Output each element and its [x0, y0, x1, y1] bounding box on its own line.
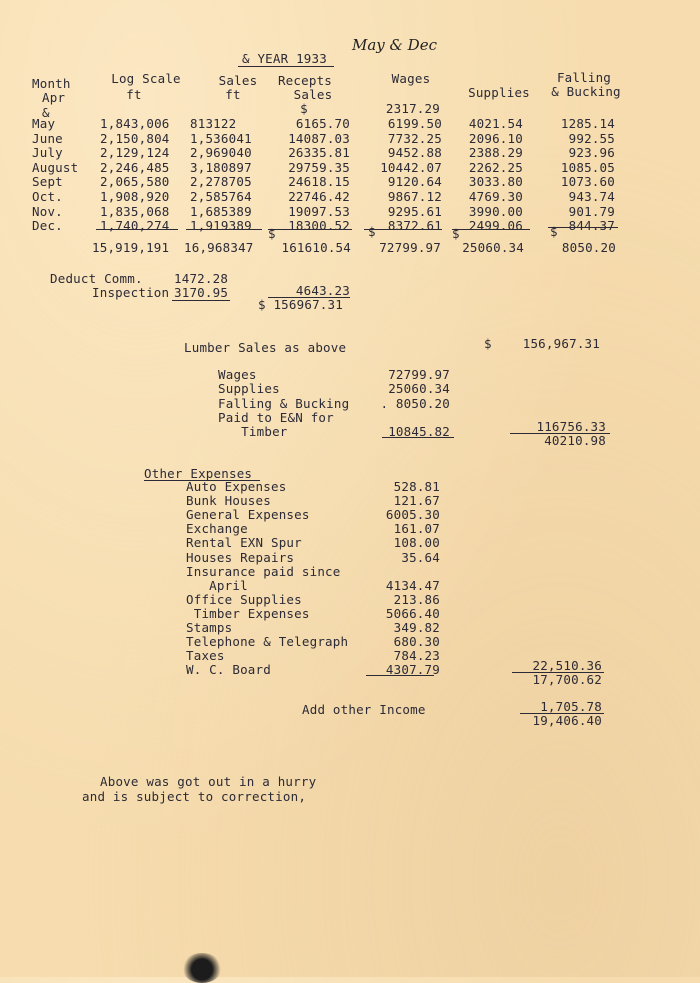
row-supplies: 4769.30: [468, 189, 523, 204]
total-supplies: 25060.34: [462, 240, 524, 255]
supplies-dollar-sign: $: [452, 226, 460, 241]
expense-value: 108.00: [393, 535, 440, 551]
total-wages: 72799.97: [379, 240, 441, 255]
row-log: 2,246,485: [100, 159, 170, 175]
receipts-total-underline: [268, 229, 352, 230]
expense-value: 680.30: [393, 634, 440, 650]
receipts-dollar-sign: $: [268, 226, 276, 241]
col-receipts-header: Recepts: [277, 73, 333, 88]
ink-blot: [182, 953, 222, 983]
col-wages-header: Wages: [391, 71, 431, 86]
row-receipts: 6165.70: [295, 116, 350, 131]
falling-total-underline: [548, 227, 618, 228]
row-sales: 2,969040: [190, 145, 252, 161]
expense-label: Bunk Houses: [186, 493, 271, 509]
expense-label: Houses Repairs: [186, 549, 295, 565]
row-supplies: 4021.54: [468, 116, 523, 131]
row-falling: 943.74: [568, 189, 615, 204]
row-month: August: [32, 159, 79, 175]
row-receipts: 19097.53: [288, 203, 350, 219]
row-month: June: [32, 130, 63, 146]
col-receipts-sub: Sales: [293, 87, 333, 102]
lumber-item-value: 25060.34: [388, 381, 450, 397]
expense-value: 4134.47: [385, 577, 440, 593]
total-sales: 16,968347: [184, 240, 254, 255]
expense-label: General Expenses: [186, 507, 310, 523]
row-wages: 9120.64: [387, 174, 442, 190]
row-supplies: 3033.80: [468, 174, 523, 190]
col-sales-unit: ft: [225, 87, 241, 102]
row-sales: 1,536041: [190, 130, 252, 146]
row-sales: 3,180897: [190, 159, 252, 175]
lumber-item-label: Wages: [218, 367, 257, 382]
lumber-item-label: Paid to E&N for: [218, 409, 334, 425]
row-falling: 844.37: [568, 218, 615, 234]
lumber-result: 40210.98: [544, 433, 606, 448]
row-log: 1,835,068: [100, 203, 170, 219]
row-month: Dec.: [32, 218, 63, 234]
row-month: May: [32, 116, 56, 131]
row-wages: 8372.61: [387, 218, 442, 234]
final-total: 19,406.40: [532, 713, 602, 728]
apr-wages: 2317.29: [385, 101, 440, 116]
year-title: & YEAR 1933: [242, 51, 327, 66]
deduct-comm-label: Deduct Comm.: [50, 271, 143, 286]
handwritten-note: May & Dec: [352, 36, 437, 54]
expense-label: Stamps: [186, 620, 233, 635]
falling-dollar-sign: $: [550, 224, 558, 239]
row-month: July: [32, 145, 63, 161]
col-supplies-header: Supplies: [468, 85, 530, 100]
other-result: 17,700.62: [532, 672, 602, 687]
expense-label: Telephone & Telegraph: [186, 634, 349, 650]
net-receipts: $ 156967.31: [258, 297, 343, 312]
row-month: Nov.: [32, 203, 63, 219]
expense-value: 349.82: [393, 620, 440, 635]
inspection-value: 3170.95: [174, 285, 229, 300]
inspection-underline: [172, 300, 230, 301]
row-supplies: 2499.06: [468, 218, 523, 234]
row-falling: 1285.14: [560, 116, 615, 131]
lumber-item-label: Falling & Bucking: [218, 395, 350, 411]
deduct-sum: 4643.23: [295, 283, 350, 298]
col-receipts-dollar: $: [300, 101, 308, 116]
row-log: 2,129,124: [100, 145, 170, 161]
expense-value: 121.67: [393, 493, 440, 509]
row-falling: 901.79: [568, 203, 615, 219]
expense-value: 528.81: [393, 479, 440, 494]
row-log: 1,740,274: [100, 218, 170, 234]
row-wages: 9867.12: [387, 189, 442, 204]
expense-label: Taxes: [186, 648, 225, 664]
expense-label: Auto Expenses: [186, 479, 287, 494]
row-receipts: 14087.03: [288, 130, 350, 146]
row-supplies: 3990.00: [468, 203, 523, 219]
total-falling: 8050.20: [561, 240, 616, 255]
expense-value: 784.23: [393, 648, 440, 664]
col-falling-header: Falling: [556, 70, 612, 85]
row-supplies: 2096.10: [468, 130, 523, 146]
supplies-total-underline: [452, 229, 530, 230]
row-sales: 1,919389: [190, 218, 252, 234]
other-items-underline: [366, 675, 434, 676]
row-log: 1,843,006: [100, 116, 170, 131]
col-month-apr: Apr: [42, 90, 66, 105]
row-wages: 6199.50: [387, 116, 442, 131]
row-month: Sept: [32, 174, 63, 190]
row-falling: 1085.05: [560, 159, 615, 175]
row-receipts: 26335.81: [288, 145, 350, 161]
row-receipts: 18300.52: [288, 218, 350, 234]
expense-value: 161.07: [393, 521, 440, 537]
row-wages: 9295.61: [387, 203, 442, 219]
row-sales: 1,685389: [190, 203, 252, 219]
row-sales: 2,278705: [190, 174, 252, 190]
row-log: 2,150,804: [100, 130, 170, 146]
footnote-line-1: Above was got out in a hurry: [100, 774, 317, 789]
col-falling-sub: & Bucking: [551, 84, 621, 99]
row-supplies: 2388.29: [468, 145, 523, 161]
row-log: 1,908,920: [100, 189, 170, 204]
other-total: 22,510.36: [532, 658, 602, 673]
row-receipts: 29759.35: [288, 159, 350, 175]
year-title-underline: [238, 66, 334, 67]
lumber-item-label: Supplies: [218, 381, 280, 397]
other-expenses-title: Other Expenses: [144, 466, 253, 481]
expense-value: 6005.30: [385, 507, 440, 523]
expense-label: Rental EXN Spur: [186, 535, 302, 551]
lumber-sales-label: Lumber Sales as above: [184, 340, 347, 355]
col-month-amp: &: [42, 105, 50, 120]
row-falling: 1073.60: [560, 174, 615, 190]
col-month-header: Month: [32, 76, 71, 91]
row-receipts: 24618.15: [288, 174, 350, 190]
deduct-comm-value: 1472.28: [174, 271, 229, 286]
lumber-dollar-sign: $: [484, 336, 492, 351]
sales-total-underline: [186, 229, 262, 230]
row-wages: 10442.07: [380, 159, 442, 175]
row-falling: 992.55: [568, 130, 615, 146]
col-sales-header: Sales: [218, 73, 258, 88]
expense-value: 213.86: [393, 591, 440, 607]
lumber-item-value: 72799.97: [388, 367, 450, 382]
footnote-line-2: and is subject to correction,: [82, 789, 307, 804]
expense-label: Office Supplies: [186, 591, 302, 607]
log-total-underline: [96, 229, 178, 230]
row-sales: 2,585764: [190, 189, 252, 204]
row-wages: 9452.88: [387, 145, 442, 161]
expense-label: April: [186, 577, 248, 593]
row-wages: 7732.25: [387, 130, 442, 146]
expense-value: 5066.40: [385, 605, 440, 621]
row-falling: 923.96: [568, 145, 615, 161]
other-income-label: Add other Income: [302, 702, 426, 717]
lumber-sales-value: 156,967.31: [522, 336, 600, 351]
col-log-unit: ft: [126, 87, 142, 102]
lumber-subtotal: 116756.33: [536, 419, 606, 434]
expense-value: 35.64: [401, 549, 440, 565]
row-sales: 813122: [190, 116, 237, 131]
expense-label: Insurance paid since: [186, 563, 341, 579]
total-receipts: 161610.54: [281, 240, 351, 255]
lumber-items-underline: [382, 437, 454, 438]
row-receipts: 22746.42: [288, 189, 350, 204]
col-log-header: Log Scale: [111, 71, 181, 86]
lumber-item-label: Timber: [218, 424, 288, 440]
expense-label: Exchange: [186, 521, 248, 537]
total-log: 15,919,191: [92, 240, 170, 255]
expense-label: W. C. Board: [186, 662, 271, 678]
expense-label: Timber Expenses: [186, 605, 310, 621]
row-log: 2,065,580: [100, 174, 170, 190]
inspection-label: Inspection: [92, 285, 170, 300]
lumber-item-value: . 8050.20: [380, 395, 450, 411]
wages-dollar-sign: $: [368, 224, 376, 239]
row-supplies: 2262.25: [468, 159, 523, 175]
other-income-value: 1,705.78: [540, 699, 602, 714]
expense-value: 4307.79: [385, 662, 440, 678]
row-month: Oct.: [32, 189, 63, 204]
lumber-item-value: 10845.82: [388, 424, 450, 440]
